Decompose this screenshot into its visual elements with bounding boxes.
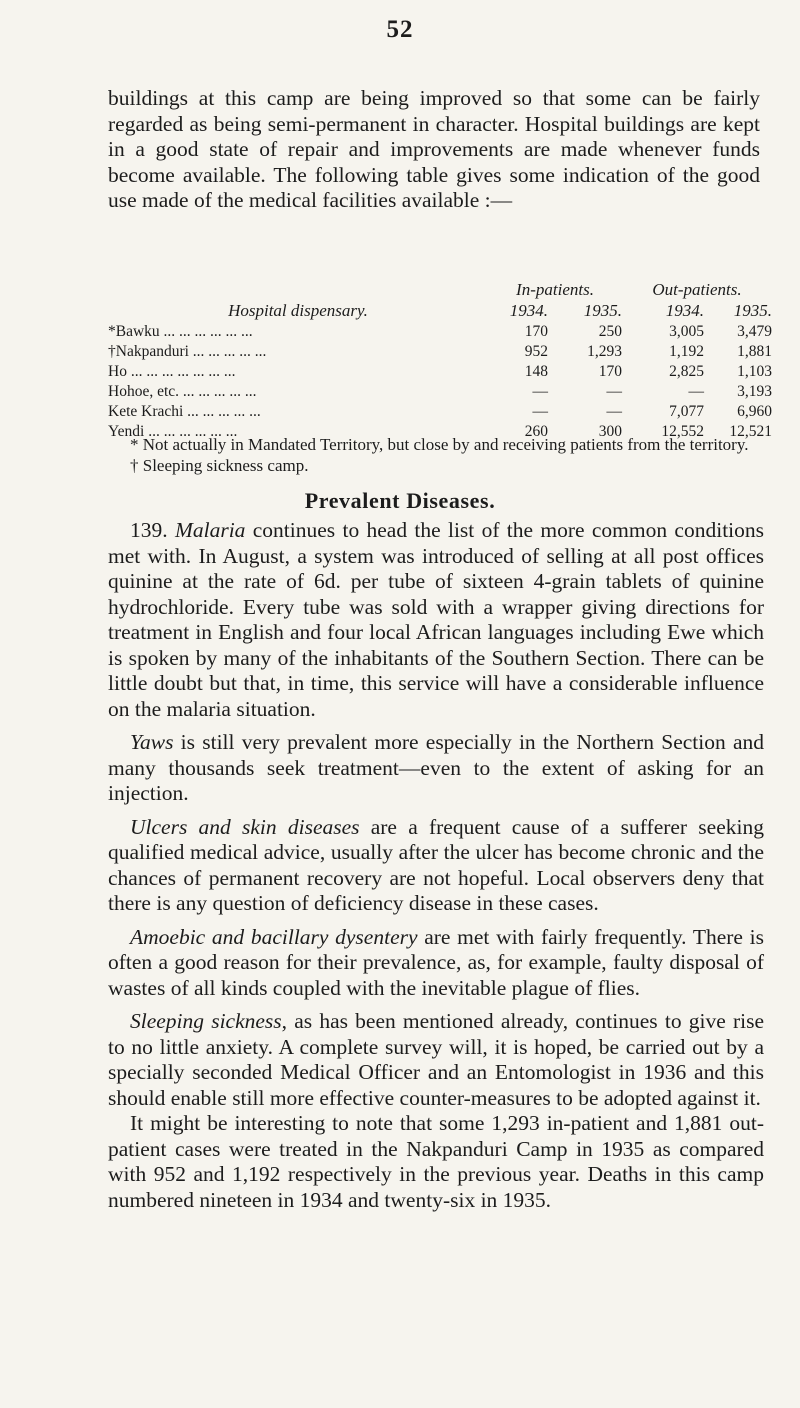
table-footnotes (108, 434, 766, 476)
row-name: Hohoe, etc. ... ... ... ... ... (108, 383, 257, 400)
cell-out-1935: 12,521 (729, 423, 772, 440)
page-number: 52 (386, 16, 414, 43)
cell-in-1934: 148 (524, 363, 548, 380)
yaws-text: is still very prevalent more especially in the Northern Section and many thousands seek treatment—even to the extent of asking for an injection. (108, 730, 764, 805)
row-name: *Bawku ... ... ... ... ... ... (108, 323, 253, 340)
table-row (108, 342, 772, 362)
cell-out-1935: 6,960 (737, 403, 772, 420)
cell-in-1934: — (532, 383, 548, 400)
row-name: Yendi ... ... ... ... ... ... (108, 423, 238, 440)
ulcers-text: are a frequent cause of a sufferer seeking qualified medical advice, usually after the ulcer has become chronic and the chances of permanent recovery are not hopeful. Local observers deny that there is any question of deficiency disease in these cases. (108, 814, 764, 915)
header-hospital-dispensary: Hospital dispensary. (228, 301, 368, 320)
header-in-1935: 1935. (583, 301, 622, 320)
header-out-1935: 1935. (733, 301, 772, 320)
yaws-term: Yaws (130, 730, 174, 754)
footnote-dagger: † Sleeping sickness camp. (130, 456, 309, 475)
footnote-star: * Not actually in Mandated Territory, but close by and receiving patients from the territory. (130, 435, 749, 454)
cell-out-1935: 1,881 (737, 343, 772, 360)
cell-in-1934: 952 (524, 343, 548, 360)
dysentery-term: Amoebic and bacillary dysentery (130, 924, 418, 949)
cell-out-1935: 3,479 (737, 323, 772, 340)
header-out-1934: 1934. (665, 301, 704, 320)
cell-out-1934: 7,077 (669, 403, 704, 420)
sleeping-sickness-text: , as has been mentioned already, continues to give rise to no little anxiety. A complete survey will, it is hoped, be carried out by a specially seconded Medical Officer and an Entomologist in 1936 and this should enable still more effective counter-measures to be adopted against it. (108, 1009, 764, 1110)
cell-in-1934: — (532, 403, 548, 420)
cell-in-1935: 250 (598, 323, 622, 340)
cell-out-1934: 12,552 (661, 423, 704, 440)
row-name: Kete Krachi ... ... ... ... ... (108, 403, 261, 420)
body-text (108, 518, 764, 1221)
table-group-header-row (108, 280, 772, 300)
row-name: †Nakpanduri ... ... ... ... ... (108, 343, 267, 360)
dysentery-text: are met with fairly frequently. There is often a good reason for their prevalence, as, for example, faulty disposal of wastes of all kinds coupled with the inevitable plague of flies. (108, 924, 764, 1000)
table-row (108, 402, 772, 422)
cell-in-1935: 300 (598, 423, 622, 440)
cell-out-1934: 2,825 (669, 363, 704, 380)
cell-in-1935: — (606, 403, 622, 420)
cell-out-1934: 3,005 (669, 323, 704, 340)
header-in-1934: 1934. (509, 301, 548, 320)
yaws-paragraph (108, 730, 764, 807)
cell-out-1935: 1,103 (737, 363, 772, 380)
ulcers-paragraph (108, 815, 764, 917)
sleeping-sickness-term: Sleeping sickness (130, 1009, 282, 1033)
row-name: Ho ... ... ... ... ... ... ... (108, 363, 236, 380)
table-row (108, 322, 772, 342)
cell-out-1935: 3,193 (737, 383, 772, 400)
malaria-text: continues to head the list of the more common conditions met with. In August, a system was introduced of selling at all post offices quinine at the rate of 6d. per tube of sixteen 4-grain tablets of quinine hydrochloride. Every tube was sold with a wrapper giving directions for treatment in English and four local African languages including Ewe which is spoken by many of the inhabitants of the Southern Section. There can be little doubt but that, in time, this service will have a considerable influence on the malaria situation. (108, 518, 765, 721)
cell-in-1935: 1,293 (587, 343, 622, 360)
dysentery-paragraph (108, 925, 764, 1002)
cell-out-1934: 1,192 (669, 343, 704, 360)
cell-in-1934: 170 (524, 323, 548, 340)
cell-in-1935: — (606, 383, 622, 400)
nakpanduri-paragraph: It might be interesting to note that some 1,293 in-patient and 1,881 out-patient cases were treated in the Nakpanduri Camp in 1935 as compared with 952 and 1,192 respectively in the previous year. Deaths in this camp numbered nineteen in 1934 and twenty-six in 1935. (108, 1111, 764, 1212)
cell-in-1934: 260 (524, 423, 548, 440)
ulcers-term: Ulcers and skin diseases (130, 814, 360, 839)
out-patients-group-header: Out-patients. (652, 280, 742, 299)
cell-in-1935: 170 (598, 363, 622, 380)
sleeping-sickness-paragraph (108, 1009, 764, 1111)
in-patients-group-header: In-patients. (516, 280, 594, 299)
hospital-dispensary-table (108, 280, 772, 442)
table-row (108, 362, 772, 382)
section-heading: Prevalent Diseases. (304, 488, 496, 513)
intro-paragraph: buildings at this camp are being improved so that some can be fairly regarded as being semi-permanent in character. Hospital buildings are kept in a good state of repair and improvements are made whenever funds become available. The following table gives some indication of the good use made of the medical facilities available :— (108, 86, 760, 212)
malaria-term: Malaria (174, 518, 246, 542)
paragraph-number: 139. (130, 518, 175, 542)
cell-out-1934: — (688, 383, 704, 400)
table-row (108, 382, 772, 402)
table-header-row (108, 300, 772, 322)
malaria-paragraph (108, 518, 764, 722)
